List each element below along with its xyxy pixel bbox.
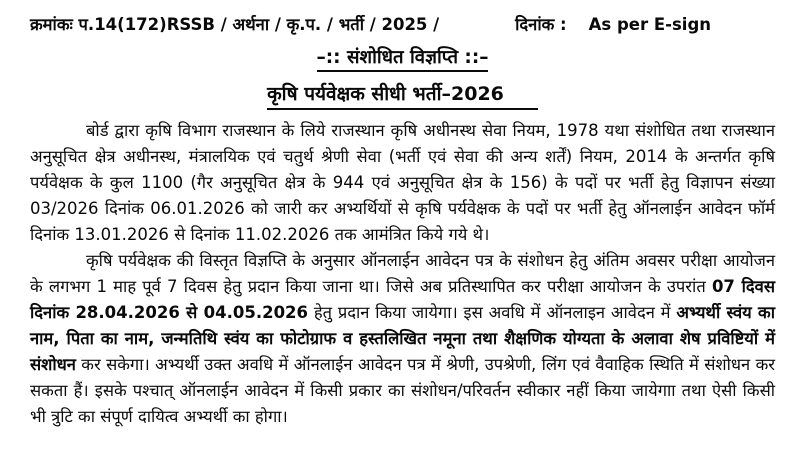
notice-type-title: –:: संशोधित विज्ञप्ति ::– xyxy=(317,44,489,72)
date-label: दिनांक : xyxy=(515,15,567,34)
paragraph xyxy=(30,248,775,430)
text-segment: कर सकेगा। अभ्यर्थी उक्त अवधि में ऑनलाईन आवेदन पत्र में श्रेणी, उपश्रेणी, लिंग एवं वैवाहिक स्थिति में संशोधन कर सकता हैं। इसके पश्चात् ऑनलाईन आवेदन में किसी प्रकार का संशोधन/परिवर्तन स्वीकार नहीं किया जायेगाा तथा ऐसी किसी भी त्रुटि का संपूर्ण दायित्व अभ्यर्थी का होगा। xyxy=(30,355,775,426)
reference-number: क्रमांकः प.14(172)RSSB / अर्थना / कृ.प. / भर्ती / 2025 / xyxy=(30,15,440,34)
text-segment: हेतु प्रदान किया जायेगा। इस अवधि में ऑनलाइन आवेदन में xyxy=(308,303,677,322)
text-segment: अभ्यर्थी स्वंय का नाम, पिता का नाम, जन्मतिथि स्वंय का फोटोग्राफ व हस्तलिखित नमूना तथा शैक्षणिक योग्यता के अलावा शेष प्रविष्टियों में संशोधन xyxy=(30,303,775,374)
paragraphs xyxy=(30,118,775,430)
text-segment: बोर्ड द्वारा कृषि विभाग राजस्थान के लिये राजस्थान कृषि अधीनस्थ सेवा नियम, 1978 यथा संशोधित तथा राजस्थान अनुसूचित क्षेत्र अधीनस्थ, मंत्रालयिक एवं चतुर्थ श्रेणी सेवा (भर्ती एवं सेवा की अन्य शर्तें) नियम, 2014 के अन्तर्गत कृषि पर्यवेक्षक के कुल 1100 (गैर अनुसूचित क्षेत्र के 944 एवं अनुसूचित क्षेत्र के 156) के पदों पर भर्ती हेतु विज्ञापन संख्या 03/2026 दिनांक 06.01.2026 को जारी कर अभ्यर्थियों से कृषि पर्यवेक्षक के पदों पर भर्ती हेतु ऑनलाईन आवेदन फॉर्म दिनांक 13.01.2026 से दिनांक 11.02.2026 तक आमंत्रित किये गये थे। xyxy=(30,121,775,244)
header-date-group xyxy=(515,12,711,35)
header-row xyxy=(30,12,775,35)
recruitment-title: कृषि पर्यवेक्षक सीधी भर्ती–2026 xyxy=(267,80,538,110)
text-segment: 07 दिवस दिनांक 28.04.2026 से 04.05.2026 xyxy=(30,277,775,322)
titles-block xyxy=(30,35,775,110)
date-value: As per E-sign xyxy=(588,15,711,34)
paragraph xyxy=(30,118,775,248)
text-segment: कृषि पर्यवेक्षक की विस्तृत विज्ञप्ति के अनुसार ऑनलाईन आवेदन पत्र के संशोधन हेतु अंतिम अवसर परीक्षा आयोजन के लगभग 1 माह पूर्व 7 दिवस हेतु प्रदान किया जाना था। जिसे अब प्रतिस्थापित कर परीक्षा आयोजन के उपरांत xyxy=(30,251,775,296)
